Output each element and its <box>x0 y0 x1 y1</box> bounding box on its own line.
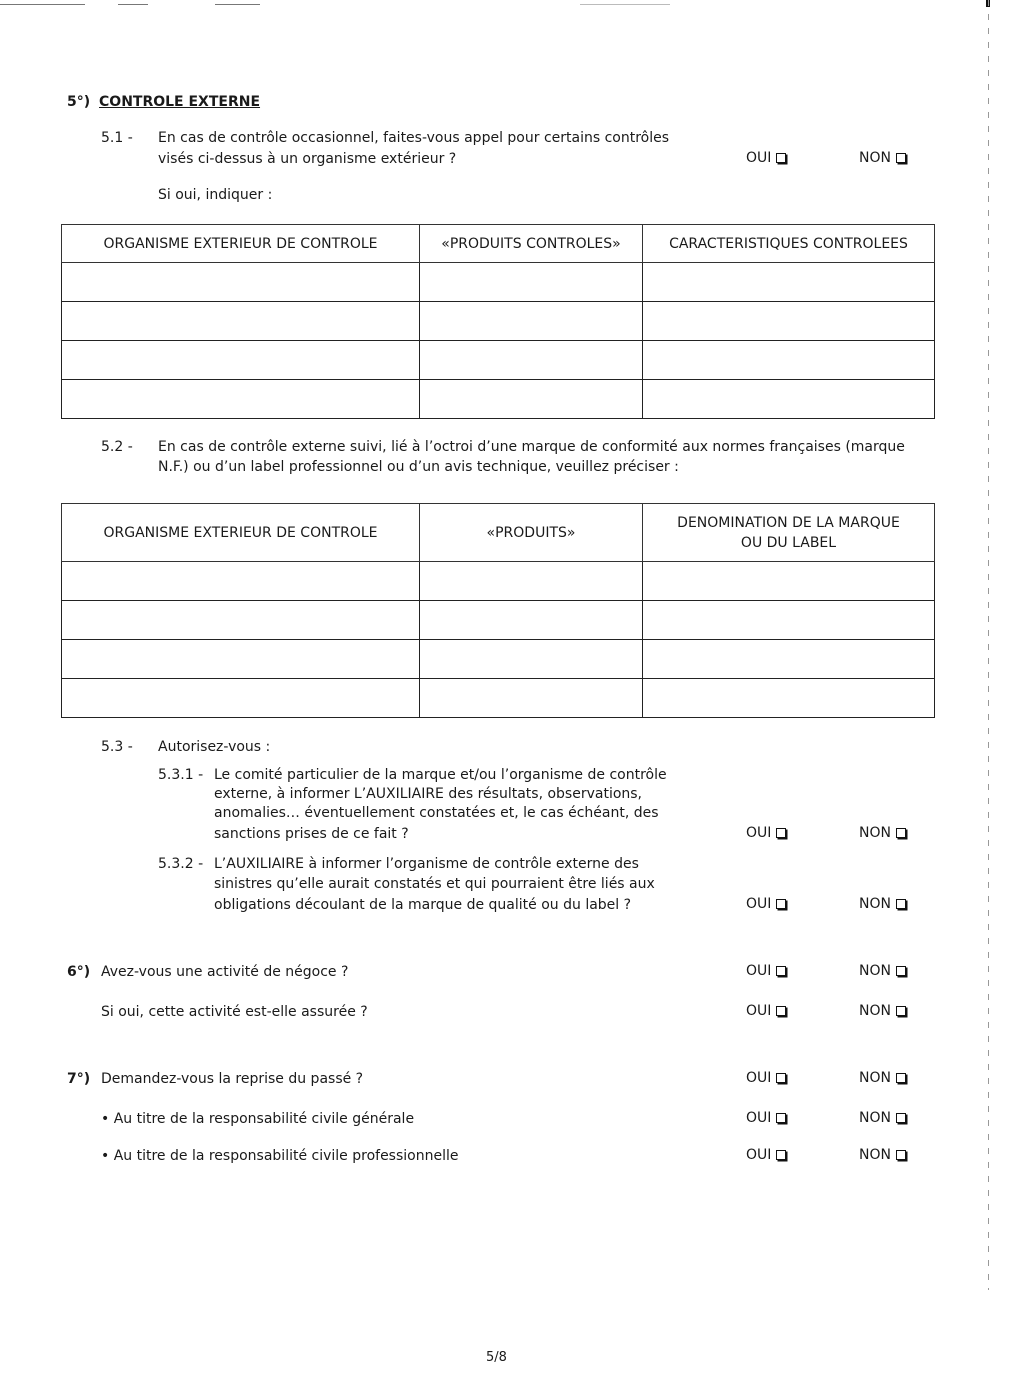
column-header: CARACTERISTIQUES CONTROLEES <box>643 225 935 263</box>
checkbox-icon[interactable] <box>896 828 906 838</box>
question-text: Le comité particulier de la marque et/ou l’organisme de contrôle <box>214 767 667 783</box>
question-number: 5.3.2 - <box>158 856 204 872</box>
label-control-table <box>61 503 935 718</box>
question-text: Demandez-vous la reprise du passé ? <box>101 1071 364 1087</box>
column-header: ORGANISME EXTERIEUR DE CONTROLE <box>62 504 420 562</box>
non-label: NON <box>859 825 891 841</box>
table-cell[interactable] <box>62 679 420 718</box>
checkbox-icon[interactable] <box>896 899 906 909</box>
checkbox-icon[interactable] <box>776 1150 786 1160</box>
question-text: Autorisez-vous : <box>158 739 271 755</box>
table-cell[interactable] <box>420 640 643 679</box>
non-checkbox[interactable] <box>859 896 906 912</box>
question-text: En cas de contrôle externe suivi, lié à l’octroi d’une marque de conformité aux normes françaises (marque <box>158 439 905 455</box>
checkbox-icon[interactable] <box>896 1113 906 1123</box>
checkbox-icon[interactable] <box>896 1150 906 1160</box>
table-row <box>62 302 935 341</box>
table-cell[interactable] <box>643 380 935 419</box>
column-header: «PRODUITS CONTROLES» <box>420 225 643 263</box>
table-cell[interactable] <box>420 302 643 341</box>
table-row <box>62 679 935 718</box>
bullet-item: • Au titre de la responsabilité civile professionnelle <box>101 1148 459 1164</box>
non-checkbox[interactable] <box>859 1070 906 1086</box>
question-text: N.F.) ou d’un label professionnel ou d’un avis technique, veuillez préciser : <box>158 459 679 475</box>
question-text: sinistres qu’elle aurait constatés et qui pourraient être liés aux <box>214 876 655 892</box>
question-text: visés ci-dessus à un organisme extérieur ? <box>158 151 457 167</box>
table-cell[interactable] <box>643 341 935 380</box>
table-cell[interactable] <box>643 679 935 718</box>
table-row <box>62 380 935 419</box>
bullet-item: • Au titre de la responsabilité civile générale <box>101 1111 415 1127</box>
oui-label: OUI <box>746 1147 772 1163</box>
question-text: L’AUXILIAIRE à informer l’organisme de contrôle externe des <box>214 856 639 872</box>
oui-checkbox[interactable] <box>746 896 786 912</box>
question-text: sanctions prises de ce fait ? <box>214 826 409 842</box>
non-label: NON <box>859 150 891 166</box>
page-number: 5/8 <box>486 1350 507 1365</box>
question-text: Avez-vous une activité de négoce ? <box>101 964 349 980</box>
section-number: 5°) <box>67 94 91 110</box>
question-number: 5.3.1 - <box>158 767 204 783</box>
table-cell[interactable] <box>643 263 935 302</box>
checkbox-icon[interactable] <box>776 966 786 976</box>
table-row <box>62 263 935 302</box>
table-cell[interactable] <box>420 263 643 302</box>
oui-label: OUI <box>746 963 772 979</box>
header-line: OU DU LABEL <box>740 534 837 551</box>
non-label: NON <box>859 896 891 912</box>
table-cell[interactable] <box>62 263 420 302</box>
non-label: NON <box>859 1003 891 1019</box>
question-number: 5.1 - <box>101 130 133 146</box>
checkbox-icon[interactable] <box>776 1073 786 1083</box>
table-cell[interactable] <box>62 640 420 679</box>
table-cell[interactable] <box>62 562 420 601</box>
scan-artifact <box>0 4 85 5</box>
question-text: anomalies… éventuellement constatées et, le cas échéant, des <box>214 805 659 821</box>
table-cell[interactable] <box>643 640 935 679</box>
table-row <box>62 341 935 380</box>
column-header <box>643 504 935 562</box>
oui-checkbox[interactable] <box>746 1147 786 1163</box>
header-line: DENOMINATION DE LA MARQUE <box>677 514 900 531</box>
column-header: «PRODUITS» <box>420 504 643 562</box>
checkbox-icon[interactable] <box>776 1006 786 1016</box>
table-cell[interactable] <box>643 562 935 601</box>
section-title: CONTROLE EXTERNE <box>99 94 261 110</box>
non-label: NON <box>859 963 891 979</box>
table-cell[interactable] <box>643 601 935 640</box>
non-checkbox[interactable] <box>859 825 906 841</box>
table-cell[interactable] <box>420 380 643 419</box>
scan-artifact <box>118 4 148 5</box>
checkbox-icon[interactable] <box>776 899 786 909</box>
section-number: 7°) <box>67 1071 91 1087</box>
question-text: Si oui, cette activité est-elle assurée ? <box>101 1004 368 1020</box>
table-header-row <box>62 504 935 562</box>
table-cell[interactable] <box>62 302 420 341</box>
scan-artifact <box>215 4 260 5</box>
section-number: 6°) <box>67 964 91 980</box>
checkbox-icon[interactable] <box>896 1073 906 1083</box>
instruction-text: Si oui, indiquer : <box>158 187 273 203</box>
non-label: NON <box>859 1147 891 1163</box>
oui-label: OUI <box>746 1110 772 1126</box>
table-row <box>62 601 935 640</box>
table-cell[interactable] <box>62 380 420 419</box>
checkbox-icon[interactable] <box>896 966 906 976</box>
table-cell[interactable] <box>420 562 643 601</box>
table-header-row <box>62 225 935 263</box>
question-number: 5.3 - <box>101 739 133 755</box>
oui-label: OUI <box>746 1003 772 1019</box>
question-text: obligations découlant de la marque de qualité ou du label ? <box>214 897 632 913</box>
section-5-heading <box>67 94 260 110</box>
oui-label: OUI <box>746 825 772 841</box>
table-cell[interactable] <box>643 302 935 341</box>
non-label: NON <box>859 1070 891 1086</box>
question-number: 5.2 - <box>101 439 133 455</box>
oui-checkbox[interactable] <box>746 1003 786 1019</box>
table-cell[interactable] <box>420 601 643 640</box>
column-header: ORGANISME EXTERIEUR DE CONTROLE <box>62 225 420 263</box>
scan-edge <box>988 0 989 1290</box>
table-cell[interactable] <box>420 341 643 380</box>
non-checkbox[interactable] <box>859 1110 906 1126</box>
external-control-table <box>61 224 935 419</box>
oui-checkbox[interactable] <box>746 1070 786 1086</box>
checkbox-icon[interactable] <box>896 1006 906 1016</box>
non-checkbox[interactable] <box>859 963 906 979</box>
non-label: NON <box>859 1110 891 1126</box>
oui-label: OUI <box>746 896 772 912</box>
oui-label: OUI <box>746 1070 772 1086</box>
table-row <box>62 640 935 679</box>
oui-checkbox[interactable] <box>746 150 786 166</box>
oui-checkbox[interactable] <box>746 1110 786 1126</box>
oui-label: OUI <box>746 150 772 166</box>
oui-checkbox[interactable] <box>746 963 786 979</box>
checkbox-icon[interactable] <box>896 153 906 163</box>
checkbox-icon[interactable] <box>776 828 786 838</box>
non-checkbox[interactable] <box>859 1003 906 1019</box>
checkbox-icon[interactable] <box>776 1113 786 1123</box>
non-checkbox[interactable] <box>859 150 906 166</box>
table-cell[interactable] <box>62 601 420 640</box>
table-cell[interactable] <box>62 341 420 380</box>
scan-artifact <box>580 4 670 5</box>
table-cell[interactable] <box>420 679 643 718</box>
question-text: En cas de contrôle occasionnel, faites-vous appel pour certains contrôles <box>158 130 670 146</box>
oui-checkbox[interactable] <box>746 825 786 841</box>
question-text: externe, à informer L’AUXILIAIRE des résultats, observations, <box>214 786 643 802</box>
table-row <box>62 562 935 601</box>
checkbox-icon[interactable] <box>776 153 786 163</box>
non-checkbox[interactable] <box>859 1147 906 1163</box>
